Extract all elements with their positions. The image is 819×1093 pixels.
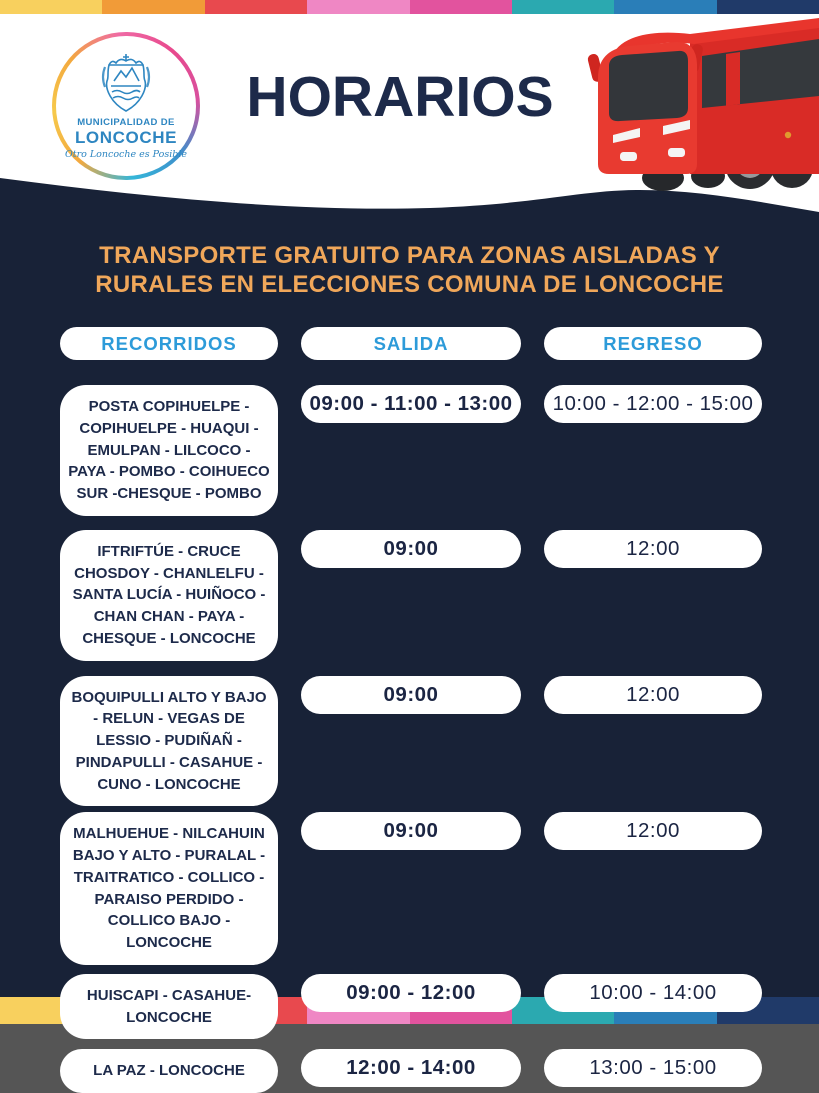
coat-of-arms-icon <box>99 53 153 115</box>
red-bus-icon <box>578 16 819 200</box>
table-row <box>60 1049 762 1093</box>
route-cell: POSTA COPIHUELPE - COPIHUELPE - HUAQUI - EMULPAN - LILCOCO - PAYA - POMBO - COIHUECO SUR -CHESQUE - POMBO <box>60 385 278 516</box>
route-cell: BOQUIPULLI ALTO Y BAJO - RELUN - VEGAS DE LESSIO - PUDIÑAÑ - PINDAPULLI - CASAHUE - CUNO - LONCOCHE <box>60 676 278 807</box>
route-cell: HUISCAPI - CASAHUE- LONCOCHE <box>60 974 278 1040</box>
regreso-cell: 12:00 <box>544 530 762 568</box>
stripe-segment <box>410 0 512 14</box>
stripe-segment <box>0 0 102 14</box>
salida-cell: 12:00 - 14:00 <box>301 1049 521 1087</box>
headline-line2: RURALES EN ELECCIONES COMUNA DE LONCOCHE <box>95 271 724 299</box>
column-header-regreso: REGRESO <box>544 327 762 360</box>
stripe-segment <box>512 0 614 14</box>
headline-line1: TRANSPORTE GRATUITO PARA ZONAS AISLADAS Y <box>99 242 720 269</box>
table-row <box>60 676 762 807</box>
table-row <box>60 812 762 965</box>
salida-cell: 09:00 <box>301 676 521 714</box>
table-row <box>60 974 762 1040</box>
route-cell: LA PAZ - LONCOCHE <box>60 1049 278 1093</box>
regreso-cell: 12:00 <box>544 676 762 714</box>
salida-cell: 09:00 - 11:00 - 13:00 <box>301 385 521 423</box>
regreso-cell: 10:00 - 12:00 - 15:00 <box>544 385 762 423</box>
schedule-table <box>60 327 762 1093</box>
stripe-segment <box>102 0 204 14</box>
logo-org-line2: LONCOCHE <box>74 127 178 147</box>
headline <box>0 241 819 300</box>
stripe-segment <box>307 0 409 14</box>
municipality-logo-inner <box>56 36 196 176</box>
logo-slogan: Otro Loncoche es Posible <box>64 148 188 160</box>
regreso-cell: 10:00 - 14:00 <box>544 974 762 1012</box>
regreso-cell: 13:00 - 15:00 <box>544 1049 762 1087</box>
top-rainbow-stripe <box>0 0 819 14</box>
table-row <box>60 385 762 516</box>
salida-cell: 09:00 <box>301 530 521 568</box>
salida-cell: 09:00 <box>301 812 521 850</box>
stripe-segment <box>614 0 716 14</box>
table-row <box>60 530 762 661</box>
salida-cell: 09:00 - 12:00 <box>301 974 521 1012</box>
route-cell: MALHUEHUE - NILCAHUIN BAJO Y ALTO - PURALAL - TRAITRATICO - COLLICO - PARAISO PERDIDO - COLLICO BAJO - LONCOCHE <box>60 812 278 965</box>
column-header-recorridos: RECORRIDOS <box>60 327 278 360</box>
stripe-segment <box>205 0 307 14</box>
column-header-salida: SALIDA <box>301 327 521 360</box>
route-cell: IFTRIFTÚE - CRUCE CHOSDOY - CHANLELFU - SANTA LUCÍA - HUIÑOCO - CHAN CHAN - PAYA - CHESQUE - LONCOCHE <box>60 530 278 661</box>
table-header-row <box>60 327 762 360</box>
regreso-cell: 12:00 <box>544 812 762 850</box>
municipality-logo <box>52 32 200 180</box>
stripe-segment <box>717 0 819 14</box>
page-title: HORARIOS <box>246 65 554 129</box>
logo-org-line1: MUNICIPALIDAD DE <box>77 116 175 128</box>
